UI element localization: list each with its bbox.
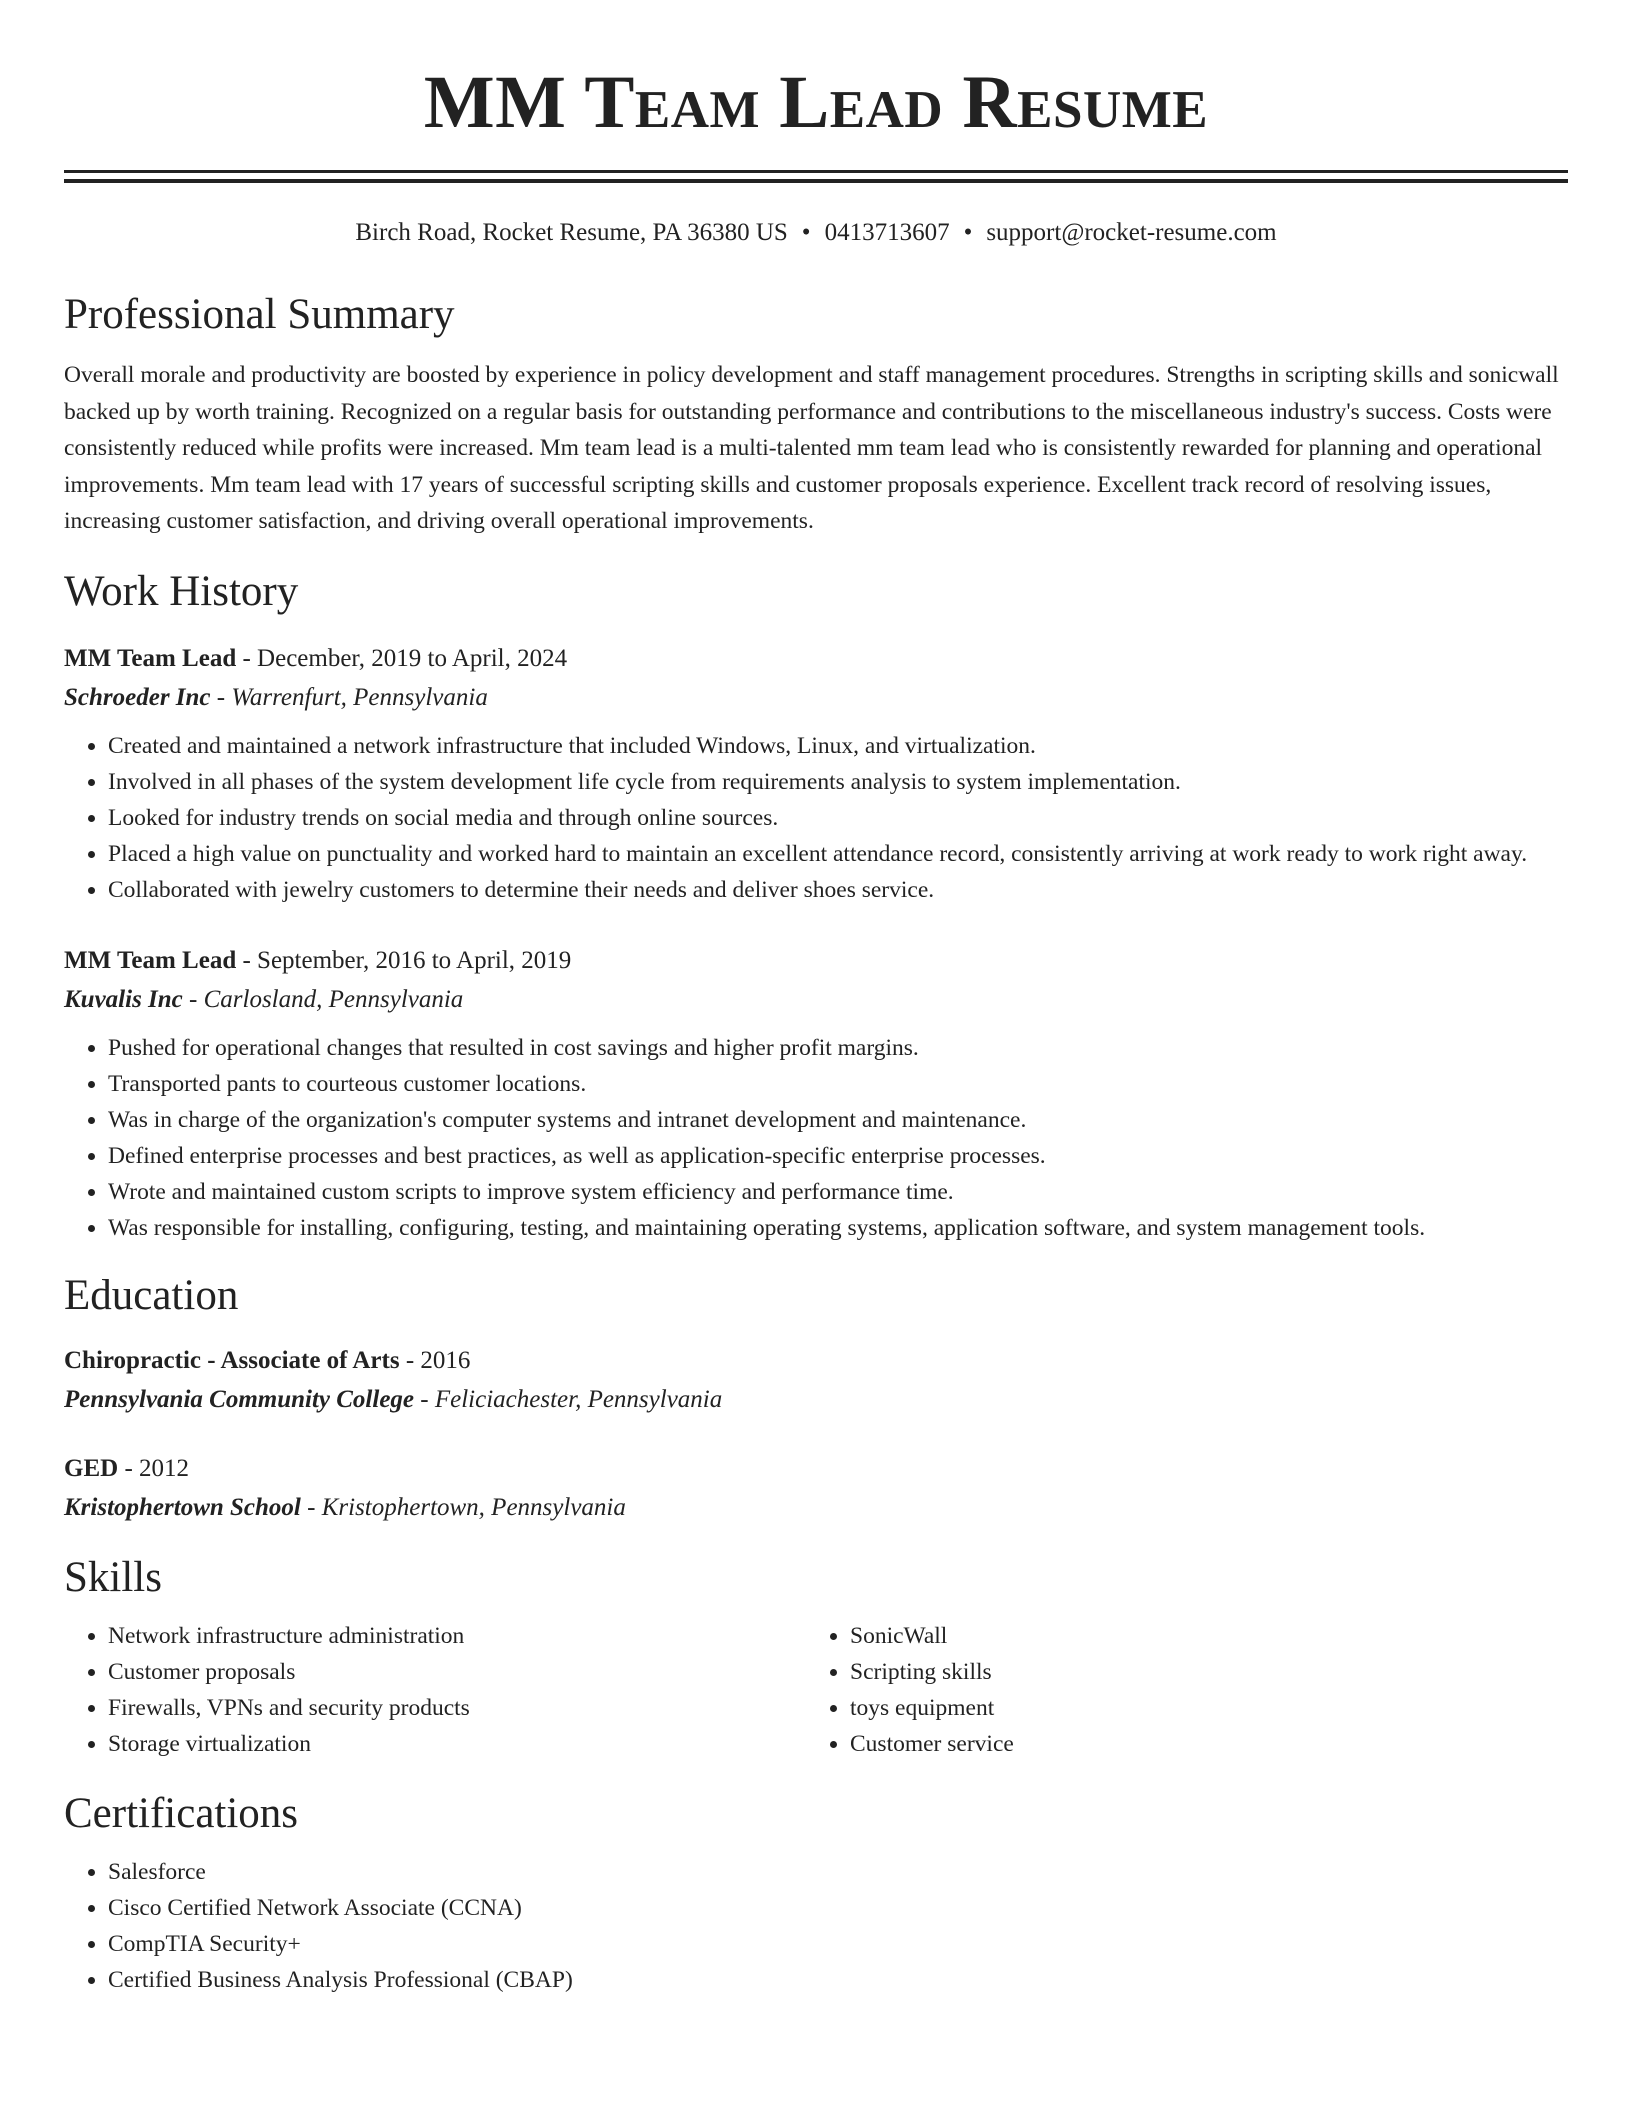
title-divider-thin: [64, 170, 1568, 173]
job-bullets: [64, 1030, 1568, 1246]
job-company: Kuvalis Inc: [64, 985, 183, 1013]
certifications-list: [64, 1854, 1568, 1998]
job-entry: [64, 640, 1568, 908]
skills-list-left: [64, 1618, 806, 1762]
job-bullet: • Defined enterprise processes and best practices, as well as application-specific enterprise processes.: [108, 1138, 1568, 1174]
contact-line: [64, 217, 1568, 249]
skill-item: • Storage virtualization: [108, 1726, 806, 1762]
education-year: - 2016: [399, 1346, 471, 1374]
education-school: Pennsylvania Community College: [64, 1385, 415, 1413]
job-bullet: • Looked for industry trends on social media and through online sources.: [108, 800, 1568, 836]
education-location: - Feliciachester, Pennsylvania: [414, 1385, 723, 1413]
skills-list-right: [806, 1618, 1548, 1762]
job-location: - Carlosland, Pennsylvania: [182, 985, 464, 1013]
job-bullet: • Placed a high value on punctuality and worked hard to maintain an excellent attendance record, consistently arriving at work ready to work right away.: [108, 836, 1568, 872]
job-bullet: • Created and maintained a network infrastructure that included Windows, Linux, and virtualization.: [108, 728, 1568, 764]
skill-item: • Scripting skills: [850, 1654, 1548, 1690]
summary-heading: Professional Summary: [64, 291, 455, 338]
job-title: MM Team Lead: [64, 946, 237, 974]
education-heading: Education: [64, 1271, 239, 1319]
skills-heading: Skills: [64, 1553, 162, 1601]
education-header: [64, 1450, 1568, 1488]
education-year: - 2012: [118, 1454, 190, 1482]
contact-separator: •: [801, 219, 811, 246]
education-degree: Chiropractic - Associate of Arts: [64, 1346, 400, 1374]
skill-item: • SonicWall: [850, 1618, 1548, 1654]
job-bullet: • Pushed for operational changes that resulted in cost savings and higher profit margins.: [108, 1030, 1568, 1066]
certification-item: • Certified Business Analysis Professional (CBAP): [108, 1962, 1568, 1998]
education-location: - Kristophertown, Pennsylvania: [300, 1493, 626, 1521]
education-institution: [64, 1488, 1568, 1528]
education-degree: GED: [64, 1454, 119, 1482]
certification-item: • CompTIA Security+: [108, 1926, 1568, 1962]
job-bullet: • Transported pants to courteous customer locations.: [108, 1066, 1568, 1102]
job-bullets: [64, 728, 1568, 908]
education-institution: [64, 1380, 1568, 1420]
certifications-heading: Certifications: [64, 1789, 299, 1837]
job-bullet: • Was responsible for installing, configuring, testing, and maintaining operating systems, application software, and system management tools.: [108, 1210, 1568, 1246]
certification-item: • Salesforce: [108, 1854, 1568, 1890]
job-dates: - September, 2016 to April, 2019: [236, 946, 572, 974]
contact-email: support@rocket-resume.com: [986, 219, 1277, 246]
job-entry: [64, 942, 1568, 1246]
skill-item: • Firewalls, VPNs and security products: [108, 1690, 806, 1726]
job-bullet: • Was in charge of the organization's computer systems and intranet development and maintenance.: [108, 1102, 1568, 1138]
job-bullet: • Collaborated with jewelry customers to determine their needs and deliver shoes service.: [108, 872, 1568, 908]
title-divider-thick: [64, 179, 1568, 183]
contact-address: Birch Road, Rocket Resume, PA 36380 US: [355, 219, 788, 246]
education-entry: [64, 1450, 1568, 1528]
job-title: MM Team Lead: [64, 644, 237, 672]
education-header: [64, 1342, 1568, 1380]
skill-item: • Customer service: [850, 1726, 1548, 1762]
education-school: Kristophertown School: [64, 1493, 301, 1521]
contact-separator: •: [963, 219, 973, 246]
certification-item: • Cisco Certified Network Associate (CCNA): [108, 1890, 1568, 1926]
skill-item: • toys equipment: [850, 1690, 1548, 1726]
job-header: [64, 640, 1568, 678]
skills-columns: [64, 1618, 1568, 1762]
summary-text: Overall morale and productivity are boosted by experience in policy development and staff management procedures. Strengths in scripting skills and sonicwall backed up by worth training. Recognized on a regular basis for outstanding performance and contributions to the miscellaneous industry's success. Costs were consistently reduced while profits were increased. Mm team lead is a multi-talented mm team lead who is consistently rewarded for planning and operational improvements. Mm team lead with 17 years of successful scripting skills and customer proposals experience. Excellent track record of resolving issues, increasing customer satisfaction, and driving overall operational improvements.: [64, 362, 1559, 534]
skill-item: • Customer proposals: [108, 1654, 806, 1690]
work-history-heading: Work History: [64, 567, 299, 615]
education-entry: [64, 1342, 1568, 1420]
resume-title: MM Team Lead Resume: [423, 61, 1209, 144]
job-employer: [64, 980, 1568, 1020]
job-employer: [64, 678, 1568, 718]
job-bullet: • Involved in all phases of the system development life cycle from requirements analysis to system implementation.: [108, 764, 1568, 800]
job-bullet: • Wrote and maintained custom scripts to improve system efficiency and performance time.: [108, 1174, 1568, 1210]
job-company: Schroeder Inc: [64, 683, 211, 711]
contact-phone: 0413713607: [824, 219, 950, 246]
skill-item: • Network infrastructure administration: [108, 1618, 806, 1654]
job-dates: - December, 2019 to April, 2024: [236, 644, 568, 672]
job-location: - Warrenfurt, Pennsylvania: [210, 683, 488, 711]
job-header: [64, 942, 1568, 980]
